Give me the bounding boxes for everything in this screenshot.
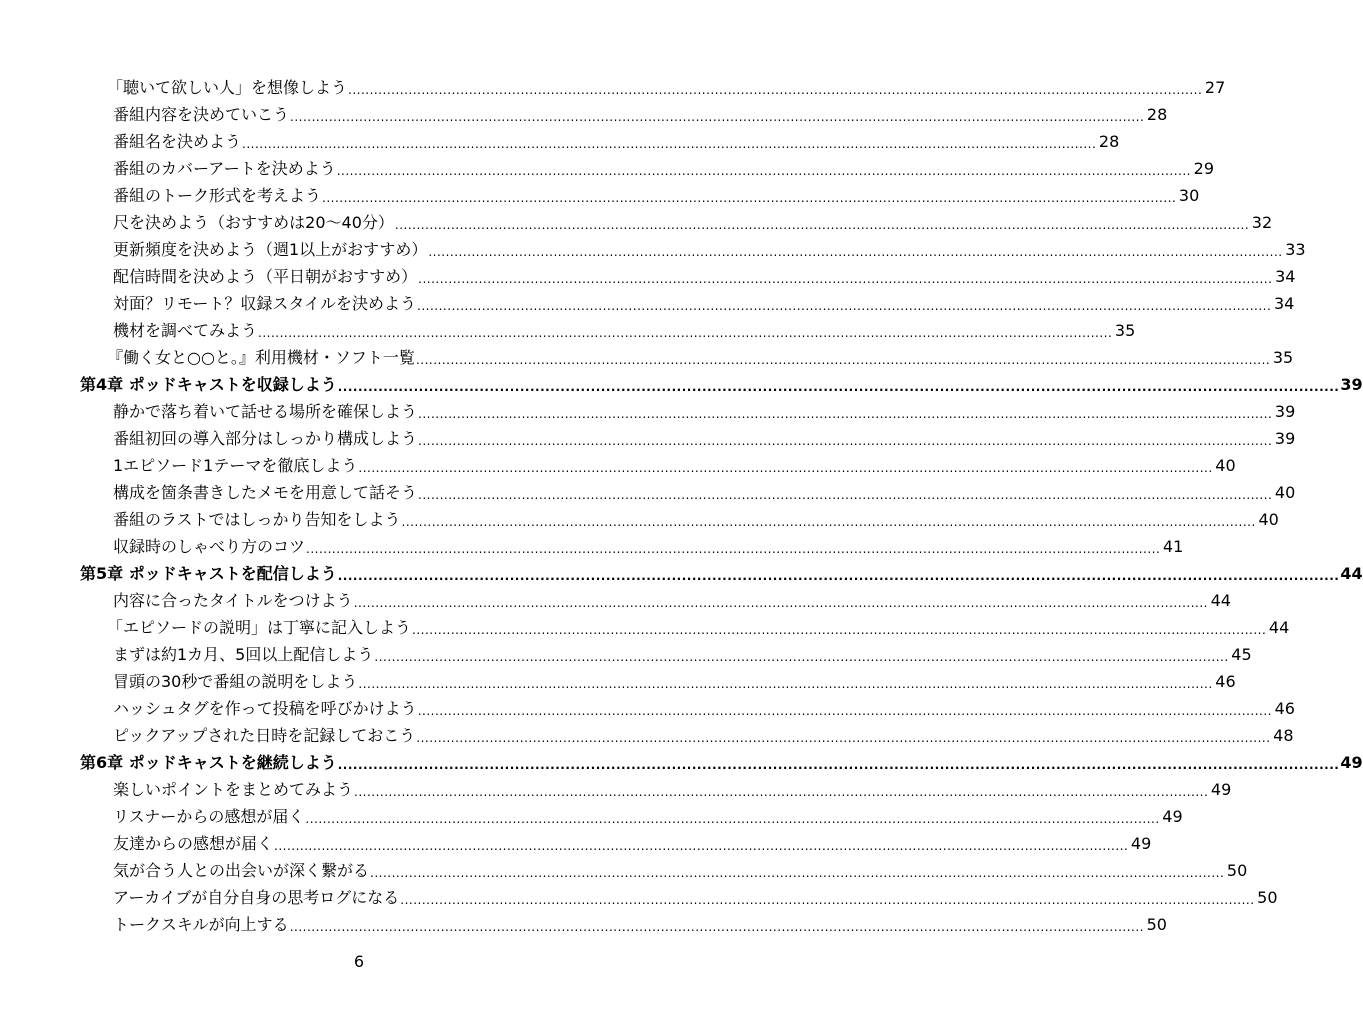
toc-entry	[0, 206, 1273, 233]
toc-entry-title: 気が合う人との出会いが深く繋がる	[113, 861, 370, 880]
toc-entry	[0, 314, 1136, 341]
toc-entry	[0, 233, 1306, 260]
toc-entry	[0, 179, 1200, 206]
toc-leader-dots	[416, 352, 1270, 368]
toc-entry-page: 44	[1268, 618, 1290, 637]
toc-entry	[0, 638, 1252, 665]
toc-entry-title: 1エピソード1テーマを徹底しよう	[113, 456, 358, 475]
toc-leader-dots	[400, 892, 1254, 908]
toc-leader-dots	[322, 190, 1176, 206]
toc-chapter-title: 第5章 ポッドキャストを配信しよう	[80, 564, 337, 583]
toc-chapter-heading	[0, 746, 1363, 773]
toc-entry-page: 50	[1257, 888, 1278, 907]
toc-entry-page: 27	[1204, 78, 1226, 97]
toc-leader-dots	[370, 865, 1224, 881]
toc-entry-page: 30	[1178, 186, 1200, 205]
toc-entry	[0, 881, 1278, 908]
toc-entry-page: 40	[1258, 510, 1279, 529]
toc-leader-dots	[337, 163, 1191, 179]
toc-leader-dots	[258, 325, 1112, 341]
toc-entry-page: 40	[1215, 456, 1236, 475]
toc-leader-dots	[348, 82, 1202, 98]
toc-entry-title: ピックアップされた日時を記録しておこう	[113, 726, 416, 745]
toc-entry	[0, 476, 1296, 503]
toc-entry	[0, 611, 1290, 638]
toc-chapter-page: 44	[1340, 564, 1363, 583]
toc-entry-title: 「聴いて欲しい人」を想像しよう	[107, 78, 348, 97]
toc-leader-dots	[417, 298, 1271, 314]
toc-leader-dots	[242, 136, 1096, 152]
toc-entry-title: 収録時のしゃべり方のコツ	[113, 537, 306, 556]
toc-leader-dots	[338, 757, 1340, 773]
toc-leader-dots	[354, 595, 1208, 611]
toc-chapter-page: 39	[1340, 375, 1363, 394]
toc-entry	[0, 125, 1120, 152]
toc-leader-dots	[418, 433, 1272, 449]
toc-entry	[0, 665, 1236, 692]
toc-leader-dots	[418, 703, 1272, 719]
toc-entry-title: 番組のトーク形式を考えよう	[113, 186, 322, 205]
toc-entry-title: 尺を決めよう（おすすめは20〜40分）	[113, 213, 394, 232]
toc-entry	[0, 584, 1231, 611]
toc-leader-dots	[374, 649, 1228, 665]
toc-entry-page: 35	[1114, 321, 1136, 340]
toc-entry	[0, 98, 1168, 125]
toc-entry-page: 34	[1273, 294, 1295, 313]
toc-entry-page: 40	[1274, 483, 1296, 502]
toc-entry-page: 49	[1162, 807, 1183, 826]
toc-entry-title: 構成を箇条書きしたメモを用意して話そう	[113, 483, 418, 502]
toc-leader-dots	[338, 568, 1340, 584]
toc-entry-title: 機材を調べてみよう	[113, 321, 258, 340]
toc-entry-title: 『働く女と○○と。』利用機材・ソフト一覧	[107, 348, 415, 367]
toc-chapter-page: 49	[1340, 753, 1363, 772]
toc-entry-title: 番組のカバーアートを決めよう	[113, 159, 336, 178]
toc-entry-page: 45	[1231, 645, 1252, 664]
toc-leader-dots	[354, 784, 1208, 800]
toc-leader-dots	[290, 109, 1144, 125]
toc-entry	[0, 530, 1184, 557]
toc-entry	[0, 341, 1294, 368]
toc-entry-page: 49	[1210, 780, 1232, 799]
toc-leader-dots	[412, 622, 1266, 638]
toc-entry-page: 28	[1146, 105, 1168, 124]
toc-entry	[0, 152, 1214, 179]
toc-entry-title: 内容に合ったタイトルをつけよう	[113, 591, 353, 610]
toc-leader-dots	[395, 217, 1249, 233]
toc-leader-dots	[290, 919, 1144, 935]
toc-entry	[0, 773, 1232, 800]
toc-entry-page: 44	[1210, 591, 1231, 610]
toc-leader-dots	[306, 541, 1160, 557]
toc-leader-dots	[338, 379, 1340, 395]
toc-leader-dots	[416, 730, 1270, 746]
toc-chapter-title: 第6章 ポッドキャストを継続しよう	[80, 753, 337, 772]
toc-entry-page: 29	[1193, 159, 1214, 178]
toc-entry-page: 28	[1098, 132, 1120, 151]
toc-entry-page: 32	[1251, 213, 1273, 232]
toc-entry-title: まずは約1カ月、5回以上配信しよう	[113, 645, 374, 664]
toc-entry-page: 50	[1226, 861, 1248, 880]
toc-entry-page: 50	[1146, 915, 1167, 934]
toc-entry	[0, 719, 1294, 746]
toc-entry	[0, 395, 1296, 422]
toc-entry-page: 33	[1285, 240, 1306, 259]
toc-entry	[0, 449, 1236, 476]
toc-leader-dots	[402, 514, 1256, 530]
toc-leader-dots	[428, 244, 1282, 260]
toc-leader-dots	[274, 838, 1128, 854]
toc-entry	[0, 287, 1295, 314]
toc-entry	[0, 908, 1167, 935]
toc-entry	[0, 503, 1279, 530]
toc-leader-dots	[418, 271, 1272, 287]
toc-chapter-heading	[0, 368, 1363, 395]
toc-entry-title: 更新頻度を決めよう（週1以上がおすすめ）	[113, 240, 428, 259]
toc-entry-title: 静かで落ち着いて話せる場所を確保しよう	[113, 402, 418, 421]
toc-entry-title: リスナーからの感想が届く	[113, 807, 305, 826]
toc-entry-page: 39	[1274, 429, 1296, 448]
toc-entry	[0, 854, 1248, 881]
toc-entry-title: 「エピソードの説明」は丁寧に記入しよう	[107, 618, 412, 637]
toc-leader-dots	[358, 460, 1212, 476]
toc-entry-page: 41	[1162, 537, 1184, 556]
toc-entry	[0, 692, 1295, 719]
toc-entry-title: ハッシュタグを作って投稿を呼びかけよう	[113, 699, 417, 718]
toc-entry-page: 34	[1275, 267, 1296, 286]
toc-entry-page: 35	[1272, 348, 1294, 367]
page-number: 6	[353, 952, 365, 971]
table-of-contents	[0, 71, 1363, 935]
toc-entry	[0, 260, 1296, 287]
toc-leader-dots	[358, 676, 1212, 692]
toc-entry-title: 楽しいポイントをまとめてみよう	[113, 780, 354, 799]
toc-entry-title: 対面？リモート？収録スタイルを決めよう	[113, 294, 417, 313]
toc-entry-title: 番組のラストではしっかり告知をしよう	[113, 510, 401, 529]
toc-entry-title: 友達からの感想が届く	[113, 834, 274, 853]
toc-chapter-title: 第4章 ポッドキャストを収録しよう	[80, 375, 337, 394]
toc-entry-title: 番組名を決めよう	[113, 132, 242, 151]
toc-entry	[0, 422, 1296, 449]
toc-leader-dots	[418, 406, 1272, 422]
toc-entry-title: トークスキルが向上する	[113, 915, 289, 934]
toc-entry-page: 46	[1215, 672, 1236, 691]
toc-entry-page: 49	[1130, 834, 1152, 853]
toc-entry-page: 39	[1274, 402, 1296, 421]
toc-entry	[0, 71, 1226, 98]
toc-entry-title: 番組初回の導入部分はしっかり構成しよう	[113, 429, 418, 448]
toc-entry-title: 番組内容を決めていこう	[113, 105, 290, 124]
toc-leader-dots	[418, 487, 1272, 503]
toc-entry	[0, 800, 1183, 827]
toc-leader-dots	[305, 811, 1159, 827]
toc-entry-title: 冒頭の30秒で番組の説明をしよう	[113, 672, 358, 691]
toc-entry-title: 配信時間を決めよう（平日朝がおすすめ）	[113, 267, 418, 286]
toc-entry	[0, 827, 1152, 854]
toc-entry-page: 46	[1274, 699, 1295, 718]
toc-entry-page: 48	[1273, 726, 1294, 745]
toc-chapter-heading	[0, 557, 1363, 584]
toc-entry-title: アーカイブが自分自身の思考ログになる	[113, 888, 400, 907]
